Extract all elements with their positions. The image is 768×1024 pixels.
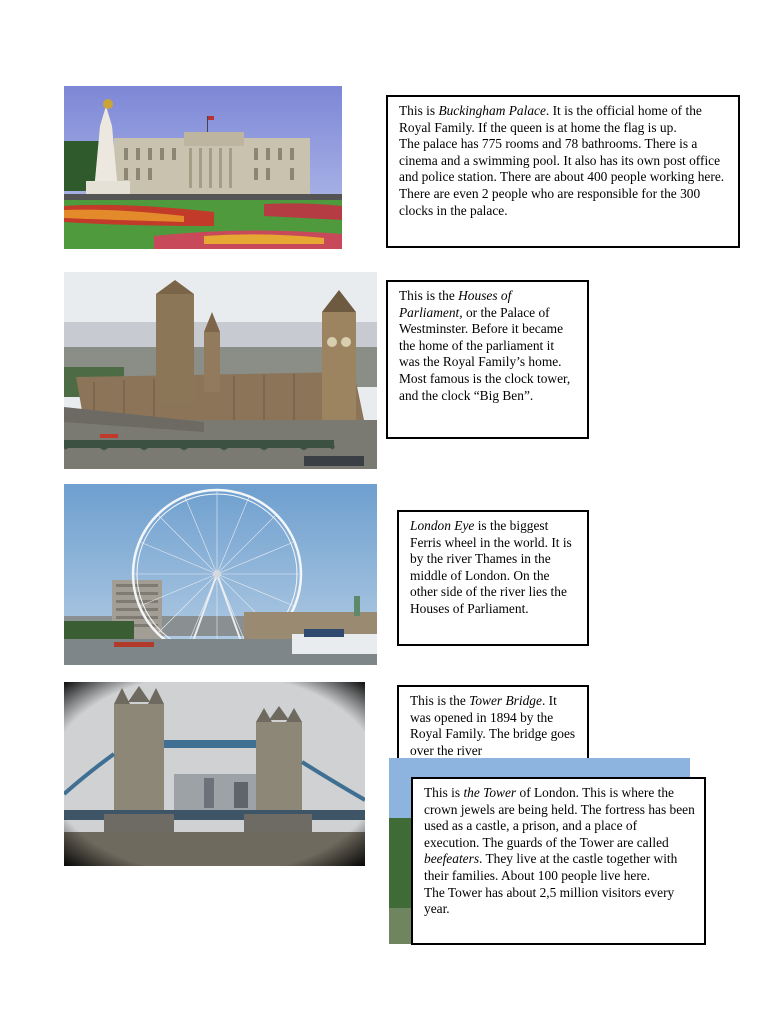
buckingham-paragraph-1: This is Buckingham Palace. It is the official home of the Royal Family. If the queen is at home the flag is up. xyxy=(399,103,702,135)
london-eye-paragraph: London Eye is the biggest Ferris wheel in the world. It is by the river Thames in the middle of London. On the other side of the river lies the Houses of Parliament. xyxy=(410,518,572,616)
buckingham-paragraph-2: The palace has 775 rooms and 78 bathrooms. There is a cinema and a swimming pool. It also has its own post office and police station. There are about 400 people working here. There are even 2 people who are responsible for the 300 clocks in the palace. xyxy=(399,136,725,218)
houses-of-parliament-textbox xyxy=(386,280,589,439)
london-eye-photo xyxy=(64,484,377,665)
buckingham-palace-textbox xyxy=(386,95,740,248)
parliament-paragraph: This is the Houses of Parliament, or the Palace of Westminster. Before it became the home of the parliament it was the Royal Family’s home. Most famous is the clock tower, and the clock “Big Ben”. xyxy=(399,288,571,403)
tower-paragraph-1: This is the Tower of London. This is where the crown jewels are being held. The fortress has been used as a castle, a prison, and a place of execution. The guards of the Tower are called beefeaters. They live at the castle together with their families. About 100 people live here. xyxy=(424,785,695,883)
tower-bridge-photo xyxy=(64,682,365,866)
tower-of-london-textbox xyxy=(411,777,706,945)
houses-of-parliament-photo xyxy=(64,272,377,469)
buckingham-palace-photo xyxy=(64,86,342,249)
tower-paragraph-2: The Tower has about 2,5 million visitors every year. xyxy=(424,884,675,917)
tower-bridge-paragraph: This is the Tower Bridge. It was opened in 1894 by the Royal Family. The bridge goes over the river xyxy=(410,693,576,758)
london-eye-textbox xyxy=(397,510,589,646)
